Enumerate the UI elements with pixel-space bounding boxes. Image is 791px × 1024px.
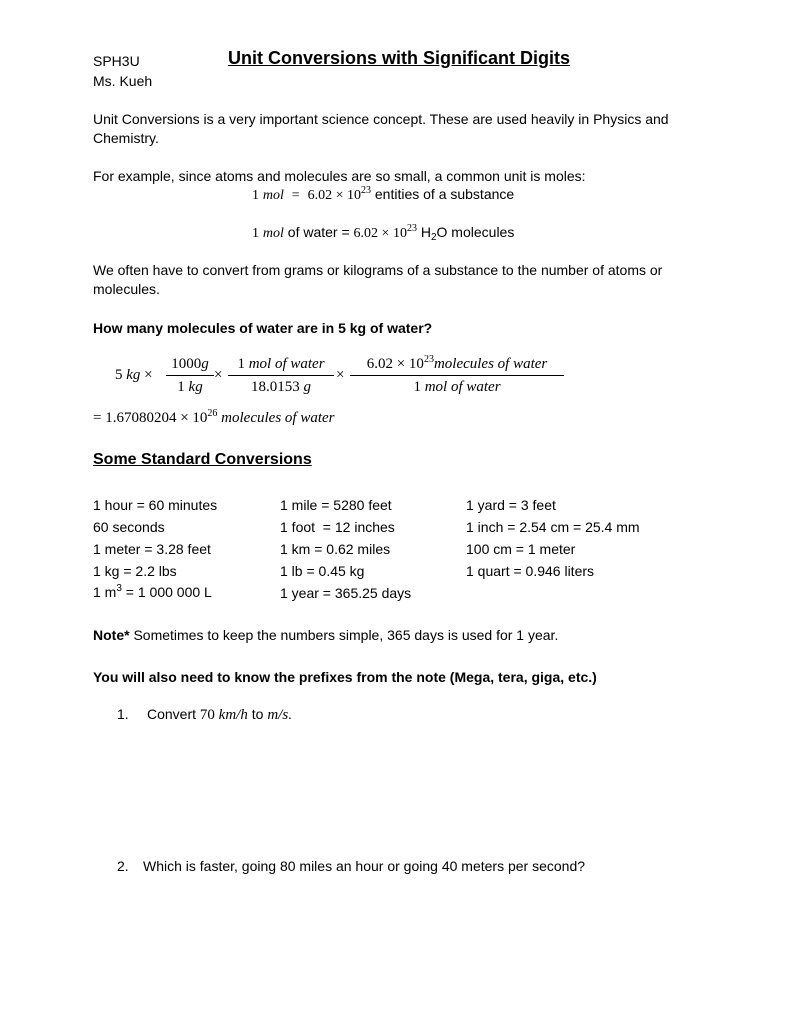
- question-2-number: 2.: [117, 858, 129, 874]
- intro-line-2: Chemistry.: [93, 130, 159, 146]
- eq1-num: 1: [252, 188, 259, 203]
- conversion-item: 1 hour = 60 minutes: [93, 497, 218, 513]
- conversion-item: 1 km = 0.62 miles: [280, 541, 391, 557]
- note: [93, 625, 558, 645]
- convert-line-2: molecules.: [93, 281, 160, 297]
- conversion-item: 1 meter = 3.28 feet: [93, 541, 211, 557]
- note-text: Sometimes to keep the numbers simple, 365 days is used for 1 year.: [129, 627, 559, 643]
- conversion-item: 60 seconds: [93, 519, 165, 535]
- conversions-heading: Some Standard Conversions: [93, 451, 312, 468]
- eq2-h: H: [420, 224, 431, 240]
- prefix-note: You will also need to know the prefixes from the note (Mega, tera, giga, etc.): [93, 669, 597, 685]
- conversion-item: 1 quart = 0.946 liters: [466, 563, 595, 579]
- conversion-item: 100 cm = 1 meter: [466, 541, 576, 557]
- note-label: Note*: [93, 627, 130, 643]
- conversion-item: 1 yard = 3 feet: [466, 497, 556, 513]
- fraction-grams: 1000g 1 kg: [166, 354, 214, 397]
- teacher-name: Ms. Kueh: [93, 73, 153, 89]
- mole-equation: [252, 184, 514, 206]
- eq1-coef: 6.02 × 10: [307, 188, 361, 203]
- eq2-exp: 23: [406, 223, 417, 234]
- page-title: Unit Conversions with Significant Digits: [228, 48, 571, 68]
- convert-line-1: We often have to convert from grams or kilograms of a substance to the number of atoms or: [93, 262, 663, 278]
- eq2-tail: O molecules: [436, 224, 515, 240]
- eq2-of-water: of water =: [287, 224, 350, 240]
- calc-result: = $1.67080204 \times 10^{26}$ molecules of water: [93, 408, 335, 426]
- example-intro: For example, since atoms and molecules are so small, a common unit is moles:: [93, 168, 586, 184]
- question-2-text: Which is faster, going 80 miles an hour or going 40 meters per second?: [143, 858, 586, 874]
- eq1-exp: 23: [360, 185, 371, 196]
- example-question: How many molecules of water are in 5 kg of water?: [93, 320, 433, 336]
- conversion-item: 1 inch = 2.54 cm = 25.4 mm: [466, 519, 640, 535]
- eq2-unit: mol: [262, 226, 284, 241]
- eq1-unit: mol: [262, 188, 284, 203]
- water-mole-equation: [252, 222, 514, 244]
- calc-times-1: ×: [214, 367, 223, 383]
- eq2-sub: 2: [430, 232, 437, 243]
- calc-times-2: ×: [336, 367, 345, 383]
- calc-start: 5 kg ×: [115, 367, 153, 383]
- eq1-equals: =: [291, 188, 300, 203]
- conversion-item: 1 mile = 5280 feet: [280, 497, 392, 513]
- fraction-molar-mass: 1 mol of water 18.0153 g: [228, 354, 334, 397]
- eq2-coef: 6.02 × 10: [353, 226, 407, 241]
- conversion-item: 1 year = 365.25 days: [280, 585, 412, 601]
- conversion-item: 1 foot = 12 inches: [280, 519, 395, 535]
- eq2-num: 1: [252, 226, 259, 241]
- question-1-text: Convert 70 km/h to m/s.: [147, 706, 292, 723]
- fraction-avogadro: $6.02 \times 10^{23}molecules$ of water 1 mol of water: [350, 354, 564, 397]
- intro-line-1: Unit Conversions is a very important science concept. These are used heavily in Physics and: [93, 111, 669, 127]
- eq1-tail: entities of a substance: [374, 186, 515, 202]
- conversion-item: 1 lb = 0.45 kg: [280, 563, 365, 579]
- conversion-item-cubic-meter: 1 $m^3 = 1$ 000 000 L: [93, 583, 212, 600]
- course-code: SPH3U: [93, 53, 140, 69]
- conversion-item: 1 kg = 2.2 lbs: [93, 563, 177, 579]
- question-1-number: 1.: [117, 706, 129, 722]
